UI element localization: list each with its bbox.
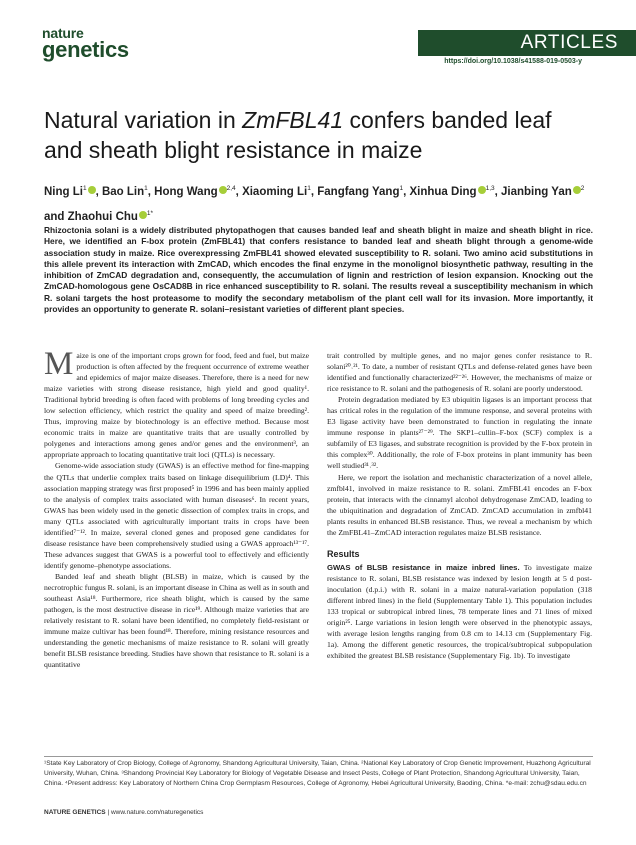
orcid-icon[interactable] [139,211,147,219]
author-affiliation: 1 [307,185,311,192]
author-name[interactable]: Ning Li [44,186,83,198]
results-heading: Results [327,548,360,559]
author-name[interactable]: Xinhua Ding [409,186,477,198]
logo-line-1: nature [42,25,84,41]
subsection-heading: GWAS of BLSB resistance in maize inbred lines. [327,562,520,572]
footer-site[interactable]: | www.nature.com/naturegenetics [105,809,204,816]
orcid-icon[interactable] [219,186,227,194]
page-footer [44,809,203,816]
authors-conjunction: and [44,211,65,223]
author-name[interactable]: Xiaoming Li [242,186,308,198]
author-name[interactable]: Zhaohui Chu [67,211,138,223]
body-column-right [327,350,592,661]
drop-cap: M [44,346,74,382]
footnote-divider [44,756,593,757]
abstract: Rhizoctonia solani is a widely distributed phytopathogen that causes banded leaf and sheath blight in maize and sheath blight in rice. Here, we identified an F-box protein (ZmFBL41) that confers resistance to banded leaf and sheath blight through a genome-wide association study in maize. Rice overexpressing ZmFBL41 showed elevated susceptibility to R. solani. Two amino acid substitutions in this allele prevent its interaction with ZmCAD, which encodes the final enzyme in the monolignol biosynthetic pathway, resulting in the inhibition of ZmCAD degradation and, consequently, the accumulation of lignin and restriction of lesion expansion. Knocking out the ZmCAD-homologous gene OsCAD8B in rice enhanced susceptibility to R. solani. The results reveal a susceptibility mechanism in which R. solani targets the host proteasome to modify the secondary metabolism of the plant cell wall for its invasion. More importantly, it provides an opportunity to generate R. solani–resistant varieties of different plant species. [44,225,593,315]
journal-logo[interactable] [42,25,129,63]
title-part-1: Natural variation in [44,107,243,133]
author-affiliation: 2,4 [226,185,236,192]
logo-line-2: genetics [42,37,129,62]
author-name[interactable]: Jianbing Yan [501,186,572,198]
author-list: Ning Li$^1$ , Bao Lin$^1$, Hong Wang $^{2,4}$, Xiaoming Li$^1$, Fangfang Yang$^1$, Xinhua Ding $^{1,3}$, Jianbing Yan $^2$ and Zhaohui Chu $^{1*}$ [44,185,585,223]
body-column-left [44,346,309,670]
paragraph-text: aize is one of the important crops grown for food, feed and fuel, but maize production is often affected by the frequent occurrence of extreme weather and epidemics of major maize diseases. Therefore, there is a need for new maize varieties with strong disease resistance, high yield and good quality¹. Traditional hybrid breeding is often faced with problems of long breeding cycles and low selection efficiency, which restrict the quality and speed of maize breeding². Thus, improving maize by biotechnology is an effective method. Because most economic traits in maize are quantitative traits that are usually controlled by polygenes and interactions among genes and/or genes and the environment³, an appropriate approach to locating quantitative trait loci (QTLs) is necessary. [44,351,309,460]
author-affiliation: 1 [399,185,404,192]
article-title [44,105,584,165]
body-paragraph: Banded leaf and sheath blight (BLSB) in maize, which is caused by the necrotrophic fungus R. solani, is an important disease in China as well as in south and southeast Asia¹⁸. Furthermore, rice sheath blight, which is caused by the same pathogen, is the most destructive disease in rice¹⁹. Although maize varieties that are relatively resistant to R. solani have been identified, no completely field-resistant or immune maize cultivar has been found¹⁸. Therefore, mining resistance resources and understanding the genetic mechanisms of maize resistance to R. solani will greatly benefit BLSB resistance breeding. Studies have shown that resistance to R. solani is a quantitative [44,571,309,670]
paragraph-text: To investigate maize resistance to R. solani, BLSB resistance was indexed by lesion length at 5 d post-inoculation (d.p.i.) with R. solani in a maize natural-variation population (318 different inbred lines) in the field (Supplementary Table 1). This population includes 133 tropical or subtropical inbred lines, 78 temperate lines and 71 lines of mixed origin²⁵. Large variations in lesion length were observed in the phenotypic assays, with average lesion lengths ranging from 0.8 cm to 14.13 cm (Supplementary Fig. 1a). Among the different genetic resources, the tropical/subtropical subpopulation exhibited the greatest BLSB resistance (Supplementary Fig. 1b). To investigate [327,562,592,661]
body-paragraph: Genome-wide association study (GWAS) is an effective method for fine-mapping the QTLs that underlie complex traits based on linkage disequilibrium (LD)⁴. This association mapping strategy was first proposed⁵ in 1996 and has been mainly applied to the analysis of complex traits associated with human diseases⁶. In recent years, GWAS has been widely used in the genetic dissection of complex traits in crops, and many QTLs associated with agriculturally important traits in crops have been identified⁷⁻¹². In maize, several cloned genes and proposed gene candidates for disease resistance have been comprehensively studied using a GWAS approach¹³⁻¹⁷. These advances suggest that GWAS is a powerful tool to effectively and efficiently identify genome–phenotype associations. [44,461,309,570]
doi-link[interactable]: https://doi.org/10.1038/s41588-019-0503-y [444,58,582,65]
affiliations: ¹State Key Laboratory of Crop Biology, College of Agronomy, Shandong Agricultural University, Taian, China. ²National Key Laboratory of Crop Genetic Improvement, Huazhong Agricultural University, Wuhan, China. ³Shandong Provincial Key Laboratory for Biology of Vegetable Disease and Insect Pests, College of Plant Protection, Shandong Agricultural University, Taian, China. ⁴Present address: Key Laboratory of Northern China Crop Germplasm Resources, College of Agronomy, Hebei Agricultural University, Baoding, China. *e-mail: zchu@sdau.edu.cn [44,760,591,787]
author-name[interactable]: Fangfang Yang [317,186,400,198]
section-label: ARTICLES [520,32,618,53]
title-part-2: confers banded leaf and sheath blight resistance in maize [44,107,552,163]
body-paragraph: trait controlled by multiple genes, and no major genes confer resistance to R. solani²⁰˒²¹. To date, a number of resistant QTLs and defense-related genes have been identified and functionally characterized²²⁻²⁶. However, the mechanisms of maize or rice resistance to R. solani and the pathogenesis of R. solani are poorly understood. [327,351,592,394]
body-paragraph: Here, we report the isolation and mechanistic characterization of a novel allele, zmfbl41, involved in maize resistance to R. solani. ZmFBL41 encodes an F-box protein, that interacts with the cinnamyl alcohol dehydrogenase ZmCAD, leading to the ubiquitination and degradation of ZmCAD. ZmCAD accumulation in zmfbl41 plants results in enhanced BLSB resistance. Thus, we reveal a mechanism by which the ZmFBL41–ZmCAD interaction regulates maize BLSB resistance. [327,472,592,537]
author-affiliation: 1 [82,185,87,192]
orcid-icon[interactable] [88,186,96,194]
footer-journal: NATURE GENETICS [44,809,106,816]
body-paragraph: Protein degradation mediated by E3 ubiquitin ligases is an important process that has critical roles in the regulation of the immune response, and several proteins with E3 ligase activity have been demonstrated to function in regulating the innate immune response in plants²⁷⁻²⁹. The SKP1–cullin–F-box (SCF) complex is a subfamily of E3 ligases, and substrate recognition is provided by the F-box protein in this complex³⁰. Additionally, the role of F-box proteins in plant immunity has been well studied³¹˒³². [327,395,592,471]
section-banner [418,30,636,56]
author-name[interactable]: Bao Lin [101,186,145,198]
author-affiliation: 2 [580,185,585,192]
author-affiliation: 1,3 [485,185,495,192]
orcid-icon[interactable] [573,186,581,194]
author-affiliation: 1 [144,185,148,192]
title-gene: ZmFBL41 [242,107,344,133]
body-paragraph [327,562,592,661]
author-affiliation: 1* [146,210,154,217]
body-paragraph [44,346,309,460]
orcid-icon[interactable] [478,186,486,194]
author-name[interactable]: Hong Wang [154,186,218,198]
